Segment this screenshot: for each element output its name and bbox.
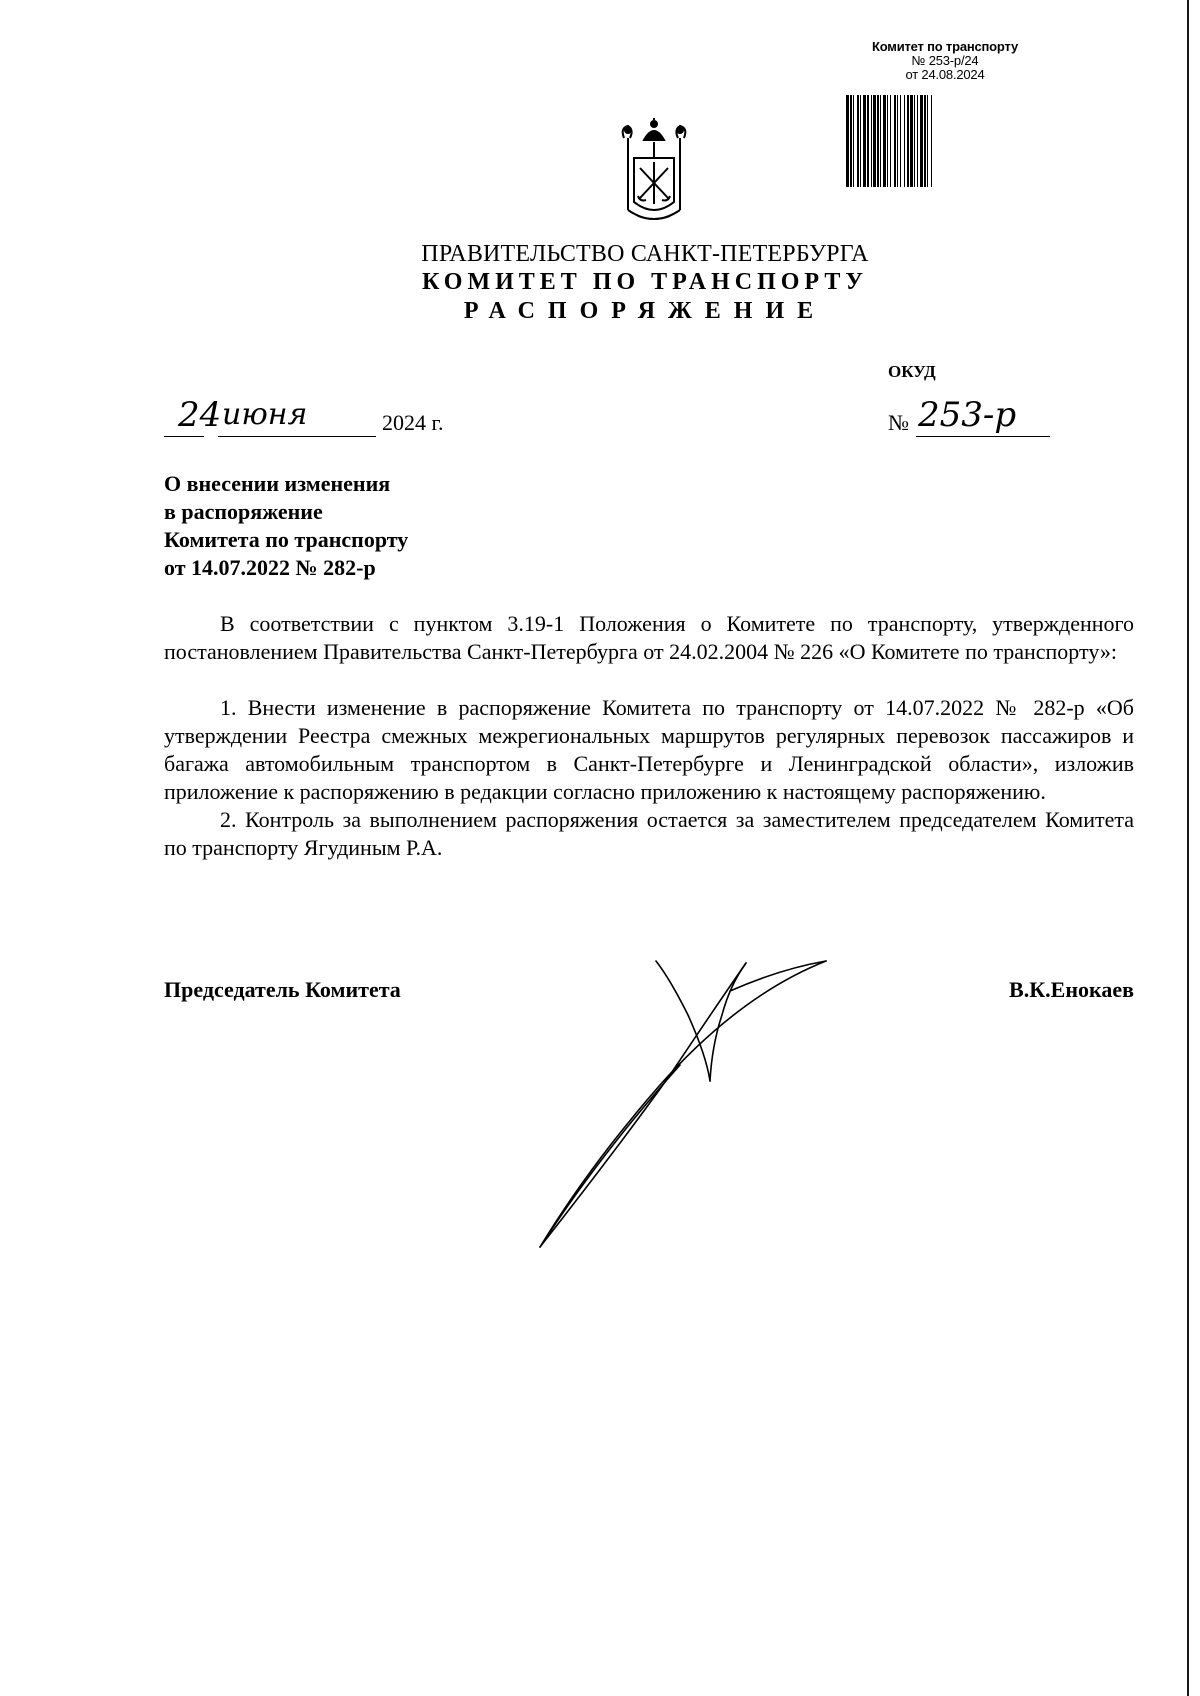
date-year: 2024 г. [382, 410, 444, 435]
document-type: РАСПОРЯЖЕНИЕ [463, 298, 827, 324]
barcode [844, 95, 1050, 187]
barcode-bar [917, 95, 918, 187]
barcode-bar [877, 95, 879, 187]
okud-label: ОКУД [888, 362, 936, 381]
subject-line: от 14.07.2022 № 282-р [164, 555, 376, 580]
stamp-org: Комитет по транспорту [871, 39, 1019, 54]
barcode-bar [890, 95, 891, 187]
item-1-paragraph: 1. Внести изменение в распоряжение Комитета по транспорту от 14.07.2022 № 282-р «Об утверждении Реестра смежных межрегиональных маршрутов регулярных перевозок пассажиров и багажа автомобильным транспортом в Санкт-Петербурге и Ленинградской области», изложив приложение к распоряжению в редакции согласно приложению к настоящему распоряжению. [164, 695, 1134, 804]
barcode-bar [907, 95, 909, 187]
document-header [300, 240, 990, 326]
barcode-bar [880, 95, 881, 187]
date-month-underline [218, 436, 376, 437]
date-month: июня [222, 397, 308, 432]
stamp-date: от 24.08.2024 [905, 67, 985, 82]
barcode-bar [887, 95, 888, 187]
government-title: ПРАВИТЕЛЬСТВО САНКТ-ПЕТЕРБУРГА [421, 241, 869, 267]
barcode-bar [910, 95, 913, 187]
scan-edge-line [1187, 0, 1189, 1696]
barcode-bar [924, 95, 926, 187]
barcode-bar [873, 95, 876, 187]
barcode-bar [857, 95, 859, 187]
subject-line: О внесении изменения [164, 471, 391, 496]
barcode-bar [904, 95, 905, 187]
barcode-bar [846, 95, 849, 187]
barcode-bar [920, 95, 923, 187]
preamble-paragraph: В соответствии с пунктом 3.19-1 Положения о Комитете по транспорту, утвержденного постановлением Правительства Санкт-Петербурга от 24.02.2004 № 226 «О Комитете по транспорту»: [164, 611, 1134, 664]
subject-line: Комитета по транспорту [164, 527, 409, 552]
subject-line: в распоряжение [164, 499, 323, 524]
number-sign: № [888, 410, 909, 435]
registration-stamp [840, 40, 1050, 82]
date-day-underline [164, 436, 204, 437]
signatory-name: В.К.Енокаев [1009, 977, 1134, 1002]
document-body [164, 610, 1134, 862]
barcode-bar [871, 95, 872, 187]
barcode-bar [927, 95, 928, 187]
barcode-bar [850, 95, 852, 187]
barcode-bar [867, 95, 869, 187]
barcode-bar [894, 95, 896, 187]
signatory-title: Председатель Комитета [164, 977, 401, 1002]
coat-of-arms-icon [618, 118, 690, 230]
document-subject [164, 470, 408, 582]
number-underline [916, 436, 1050, 437]
document-number: 253-р [918, 395, 1017, 435]
handwritten-signature [510, 955, 830, 1255]
barcode-bar [853, 95, 854, 187]
committee-title: КОМИТЕТ ПО ТРАНСПОРТУ [422, 269, 868, 295]
barcode-bar [883, 95, 886, 187]
item-2-paragraph: 2. Контроль за выполнением распоряжения остается за заместителем председателем Комитета по транспорту Ягудиным Р.А. [164, 807, 1134, 860]
barcode-bar [900, 95, 901, 187]
date-day: 24 [178, 395, 222, 435]
barcode-bar [914, 95, 915, 187]
barcode-bar [897, 95, 898, 187]
stamp-number: № 253-р/24 [911, 53, 979, 68]
barcode-bar [860, 95, 861, 187]
barcode-bar [931, 95, 932, 187]
barcode-bar [863, 95, 866, 187]
